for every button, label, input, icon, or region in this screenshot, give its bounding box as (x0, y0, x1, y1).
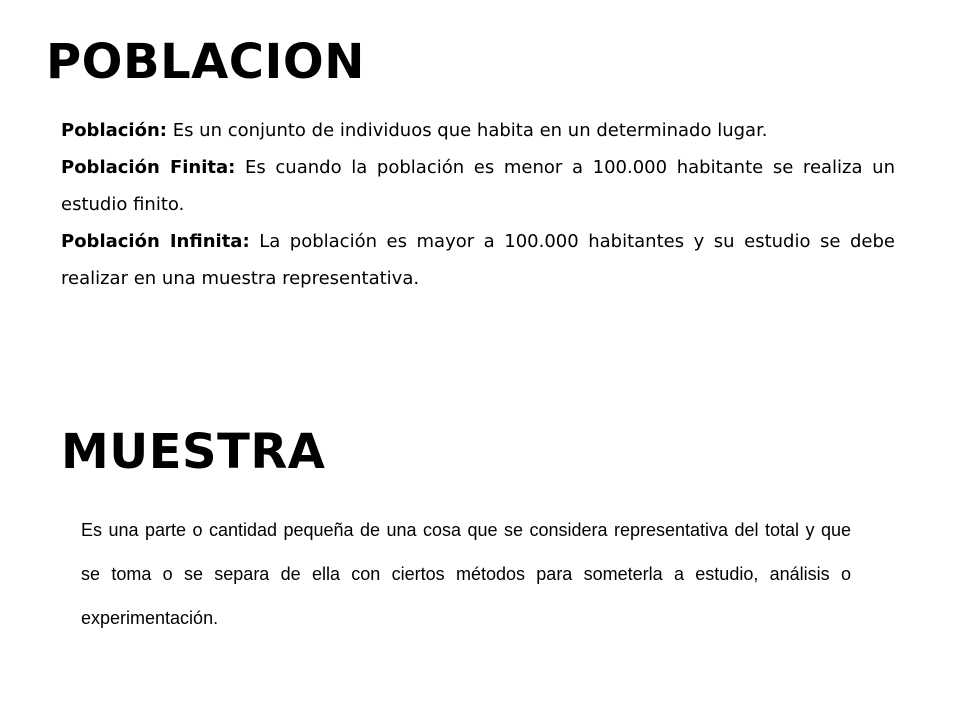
term-poblacion: Población: (61, 120, 167, 141)
muestra-paragraph: Es una parte o cantidad pequeña de una cosa que se considera representativa del total y que se toma o se separa de ella con ciertos métodos para someterla a estudio, análisis o experimentación. (81, 520, 851, 628)
definition-poblacion-finita (61, 149, 895, 223)
definition-poblacion-infinita (61, 223, 895, 297)
term-poblacion-finita: Población Finita: (61, 157, 236, 178)
definition-text-poblacion-finita: Es cuando la población es menor a 100.000 habitante se realiza un estudio finito. (61, 157, 895, 215)
poblacion-definitions (61, 112, 895, 297)
definition-poblacion (61, 112, 895, 149)
definition-text-poblacion: Es un conjunto de individuos que habita en un determinado lugar. (166, 120, 768, 141)
poblacion-heading: POBLACION (46, 34, 365, 90)
muestra-heading: MUESTRA (61, 424, 326, 480)
term-poblacion-infinita: Población Infinita: (61, 231, 250, 252)
definition-text-poblacion-infinita: La población es mayor a 100.000 habitantes y su estudio se debe realizar en una muestra representativa. (61, 231, 895, 289)
